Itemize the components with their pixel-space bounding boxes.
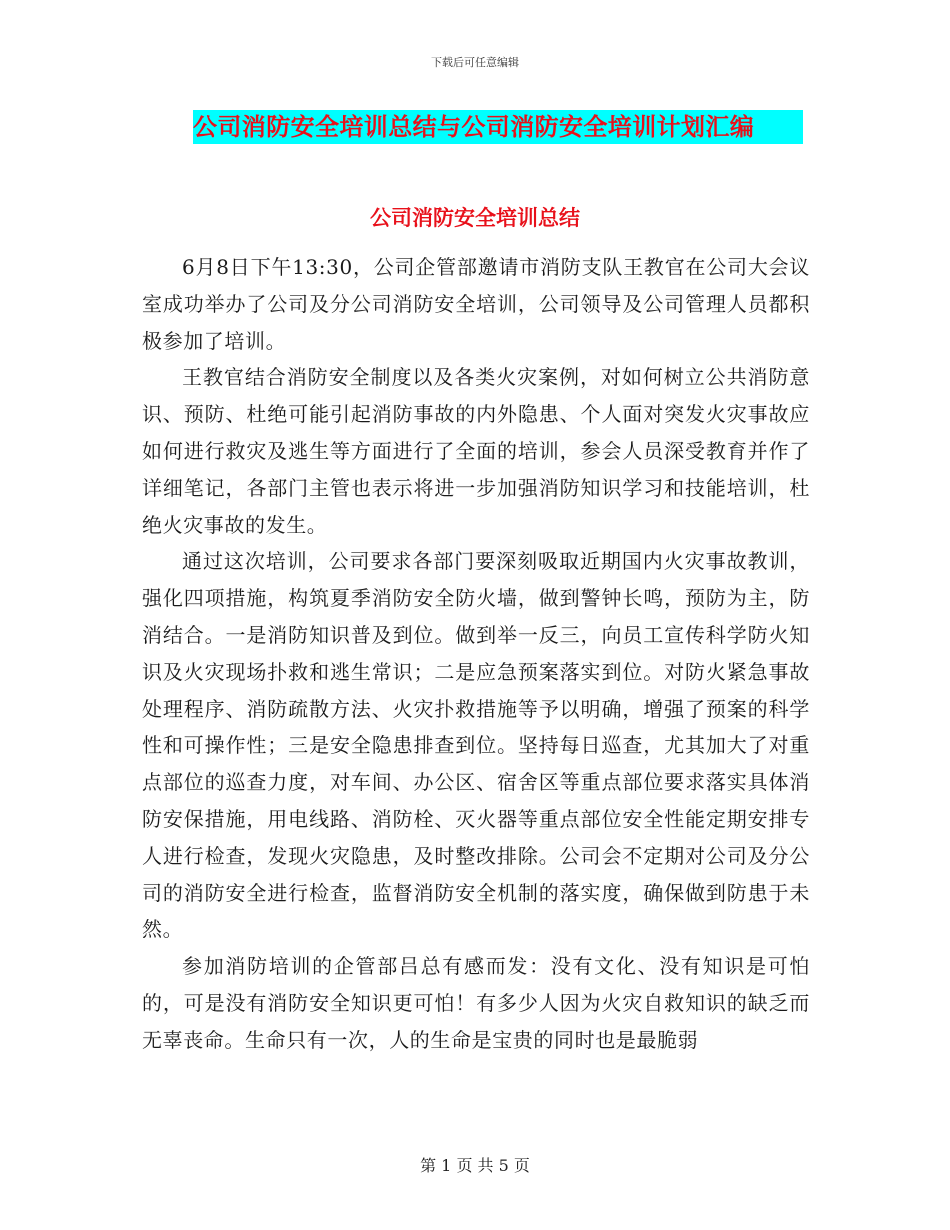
paragraph-2: 王教官结合消防安全制度以及各类火灾案例，对如何树立公共消防意识、预防、杜绝可能引起消防事故的内外隐患、个人面对突发火灾事故应如何进行救灾及逃生等方面进行了全面的培训，参会人员深受教育并作了详细笔记，各部门主管也表示将进一步加强消防知识学习和技能培训，杜绝火灾事故的发生。 [142,365,810,537]
paragraph-4: 参加消防培训的企管部吕总有感而发：没有文化、没有知识是可怕的，可是没有消防安全知识更可怕！有多少人因为火灾自救知识的缺乏而无辜丧命。生命只有一次，人的生命是宝贵的同时也是最脆弱 [142,954,810,1052]
document-title: 公司消防安全培训总结与公司消防安全培训计划汇编 [193,110,803,144]
paragraph-3: 通过这次培训，公司要求各部门要深刻吸取近期国内火灾事故教训，强化四项措施，构筑夏季消防安全防火墙，做到警钟长鸣，预防为主，防消结合。一是消防知识普及到位。做到举一反三，向员工宣传科学防火知识及火灾现场扑救和逃生常识；二是应急预案落实到位。对防火紧急事故处理程序、消防疏散方法、火灾扑救措施等予以明确，增强了预案的科学性和可操作性；三是安全隐患排查到位。坚持每日巡查，尤其加大了对重点部位的巡查力度，对车间、办公区、宿舍区等重点部位要求落实具体消防安保措施，用电线路、消防栓、灭火器等重点部位安全性能定期安排专人进行检查，发现火灾隐患，及时整改排除。公司会不定期对公司及分公司的消防安全进行检查，监督消防安全机制的落实度，确保做到防患于未然。 [142,549,810,942]
header-note: 下载后可任意编辑 [431,56,519,69]
body-text [142,249,810,1059]
paragraph-1: 6月8日下午13:30，公司企管部邀请市消防支队王教官在公司大会议室成功举办了公司及分公司消防安全培训，公司领导及公司管理人员都积极参加了培训。 [142,255,810,353]
section-title: 公司消防安全培训总结 [370,206,580,230]
page-footer: 第 1 页 共 5 页 [420,1156,530,1175]
